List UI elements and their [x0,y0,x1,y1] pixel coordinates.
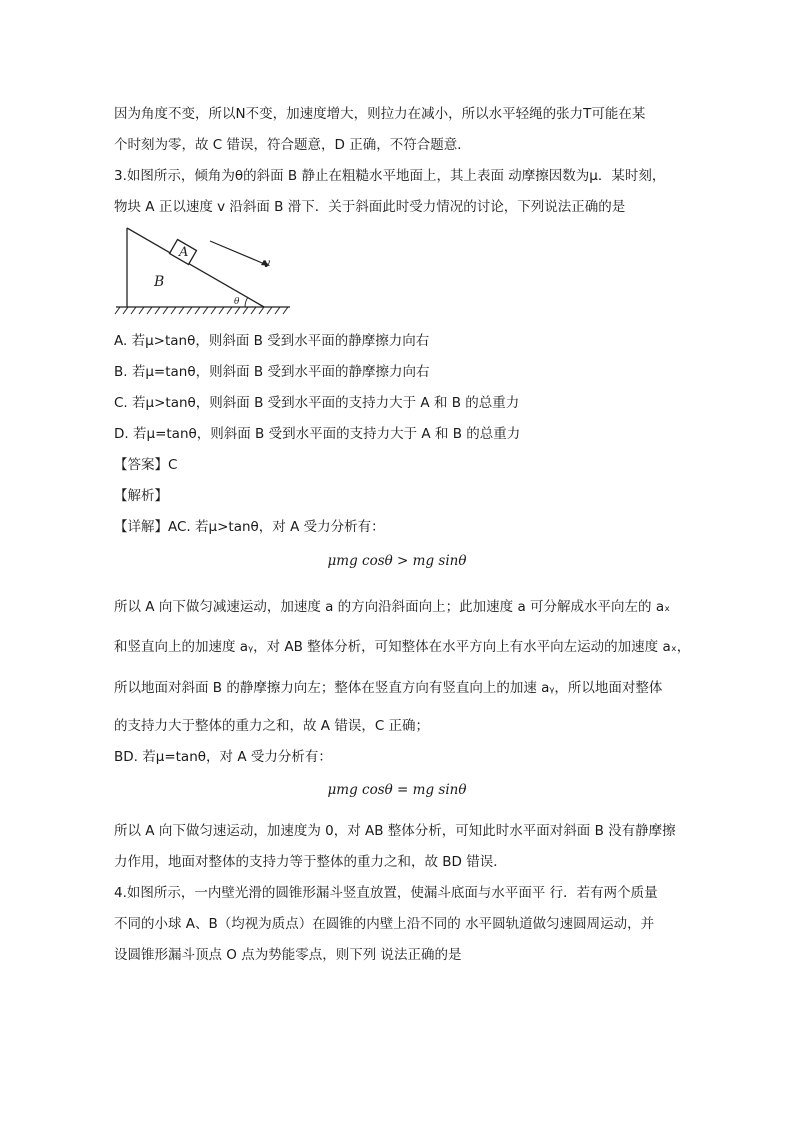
question-4-stem: 设圆锥形漏斗顶点 O 点为势能零点，则下列 说法正确的是 [114,947,462,963]
equality-formula: μmg cosθ = mg sinθ [327,782,467,798]
detail-line: 力作用，地面对整体的支持力等于整体的重力之和，故 BD 错误． [114,854,507,870]
incline-label: B [154,274,165,290]
velocity-label: v [263,256,270,270]
angle-label: θ [234,297,240,307]
detail-line: 所以 A 向下做匀速运动，加速度为 0，对 AB 整体分析，可知此时水平面对斜面 B 没有静摩擦 [114,823,676,839]
detail-line: 和竖直向上的加速度 aᵧ，对 AB 整体分析，可知整体在水平方向上有水平向左运动的加速度 aₓ， [114,639,691,655]
block-label: A [179,245,189,260]
option-a: A. 若μ>tanθ，则斜面 B 受到水平面的静摩擦力向右 [114,333,430,349]
detail-line: 所以地面对斜面 B 的静摩擦力向左；整体在竖直方向有竖直向上的加速 aᵧ，所以地面对整体 [114,680,663,696]
incline-figure [112,224,294,318]
analysis-heading: 【解析】 [114,488,168,504]
option-c: C. 若μ>tanθ，则斜面 B 受到水平面的支持力大于 A 和 B 的总重力 [114,395,520,411]
text-line: 个时刻为零，故 C 错误，符合题意，D 正确，不符合题意． [114,137,471,153]
detail-line: 【详解】AC. 若μ>tanθ，对 A 受力分析有： [114,519,385,535]
inequality-formula: μmg cosθ > mg sinθ [327,553,467,569]
option-b: B. 若μ=tanθ，则斜面 B 受到水平面的静摩擦力向右 [114,364,430,380]
question-4-stem: 不同的小球 A、B（均视为质点）在圆锥的内壁上沿不同的 水平圆轨道做匀速圆周运动，并 [114,916,655,932]
answer: 【答案】C [114,457,178,473]
detail-line: 的支持力大于整体的重力之和，故 A 错误，C 正确； [114,718,430,734]
question-4-stem: 4.如图所示，一内壁光滑的圆锥形漏斗竖直放置，使漏斗底面与水平面平 行．若有两个质量 [114,885,658,901]
option-d: D. 若μ=tanθ，则斜面 B 受到水平面的支持力大于 A 和 B 的总重力 [114,426,521,442]
text-line: 因为角度不变，所以N不变，加速度增大，则拉力在减小，所以水平轻绳的张力T可能在某 [114,106,646,122]
question-3-stem: 物块 A 正以速度 v 沿斜面 B 滑下．关于斜面此时受力情况的讨论，下列说法正确的是 [114,199,626,215]
detail-line: BD. 若μ=tanθ，对 A 受力分析有： [114,749,332,765]
detail-line: 所以 A 向下做匀减速运动，加速度 a 的方向沿斜面向上；此加速度 a 可分解成水平向左的 aₓ [114,599,671,615]
question-3-stem: 3.如图所示，倾角为θ的斜面 B 静止在粗糙水平地面上，其上表面 动摩擦因数为μ．某时刻， [114,168,666,184]
